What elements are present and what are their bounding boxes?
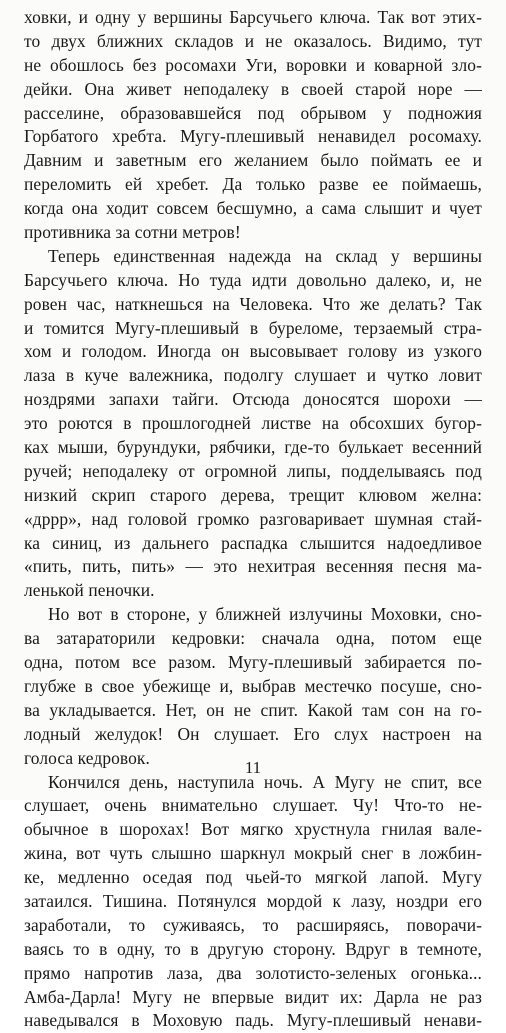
text-line: ваясь то в одну, то в другую сторону. Вдруг в темноте, (24, 938, 482, 959)
text-line: одна, потом все разом. Мугу-плешивый забирается по- (24, 652, 482, 673)
text-line: хом и голодом. Иногда он высовывает голову из узкого (24, 341, 482, 362)
text-line: Амба-Дарла! Мугу не впервые видит их: Дарла не раз (24, 986, 482, 1007)
text-line: ровен час, наткнешься на Человека. Что же делать? Так (24, 293, 482, 314)
text-line: ховки, и одну у вершины Барсучьего ключа. Так вот этих- (24, 7, 482, 27)
text-line: затаился. Тишина. Потянулся мордой к лазу, ноздри его (24, 890, 482, 911)
paragraph-first-line: Но вот в стороне, у ближней излучины Моховки, сно- (48, 604, 482, 625)
page-number: 11 (244, 758, 262, 777)
paragraph-last-line: ленькой пеночки. (24, 580, 155, 601)
text-line: расселине, образовавшейся под обрывом у подножия (24, 102, 482, 123)
text-line: не обошлось без росомахи Уги, воровки и коварной зло- (24, 54, 482, 75)
text-line: это роются в прошлогодней листве на обсохших бугор- (24, 413, 482, 434)
text-line: дейки. Она живет неподалеку в своей старой норе — (24, 78, 482, 99)
text-line: Горбатого хребта. Мугу-плешивый ненавидел росомаху. (24, 126, 482, 147)
text-line: Барсучьего ключа. Но туда идти довольно далеко, и, не (24, 269, 482, 290)
text-line: низкий скрип старого дерева, трещит клювом желна: (24, 484, 482, 505)
text-line: глубже в свое убежище и, выбрав местечко посуше, сно- (24, 675, 482, 696)
paragraph-first-line: Теперь единственная надежда на склад у вершины (48, 245, 482, 266)
text-line: и томится Мугу-плешивый в буреломе, терзаемый стра- (24, 317, 482, 338)
text-line: ва укладывается. Нет, он не спит. Какой там сон на го- (24, 699, 482, 720)
text-line: Давним и заветным его желанием было поймать ее и (24, 150, 482, 171)
text-line: жина, вот чуть слышно шаркнул мокрый снег в ложбин- (24, 843, 482, 864)
text-line: «дррр», над головой громко разговаривает шумная стай- (24, 508, 482, 529)
text-line: прямо напротив лаза, два золотисто-зеленых огонька... (24, 962, 482, 983)
text-line: ноздрями запахи тайги. Отсюда доносятся шорохи — (24, 389, 482, 410)
text-line: ручей; неподалеку от огромной липы, подделываясь под (24, 460, 482, 481)
text-line: когда она ходит совсем бесшумно, а сама слышит и чует (24, 198, 482, 219)
text-line: то двух ближних складов и не оказалось. Видимо, тут (24, 30, 482, 51)
text-line: ке, медленно оседая под чьей-то мягкой лапой. Мугу (24, 867, 482, 888)
text-line: лаза в куче валежника, подолгу слушает и чутко ловит (24, 365, 482, 386)
text-line: лодный желудок! Он слушает. Его слух настроен на (24, 723, 482, 744)
text-line: заработали, то суживаясь, то расширяясь, поворачи- (24, 914, 482, 935)
text-line: ва затараторили кедровки: сначала одна, потом еще (24, 628, 482, 649)
text-line: «пить, пить, пить» — это нехитрая весенняя песня ма- (24, 556, 482, 577)
paragraph-last-line: противника за сотни метров! (24, 222, 241, 243)
page-text (24, 6, 482, 1033)
text-line: ках мыши, бурундуки, рябчики, где-то булькает весенний (24, 437, 482, 458)
text-line: слушает, очень внимательно слушает. Чу! Что-то не- (24, 795, 482, 816)
text-line: переломить ей хребет. Да только разве ее поймаешь, (24, 174, 482, 195)
paragraph-first-line: Кончился день, наступила ночь. А Мугу не спит, все (48, 771, 482, 792)
text-line: ка синиц, из дальнего распадка слышится надоедливое (24, 532, 482, 553)
text-line: обычное в шорохах! Вот мягко хрустнула гнилая вале- (24, 819, 482, 840)
paragraph-last-line: голоса кедровок. (24, 747, 150, 768)
text-line: наведывался в Моховую падь. Мугу-плешивый ненави- (24, 1010, 482, 1031)
